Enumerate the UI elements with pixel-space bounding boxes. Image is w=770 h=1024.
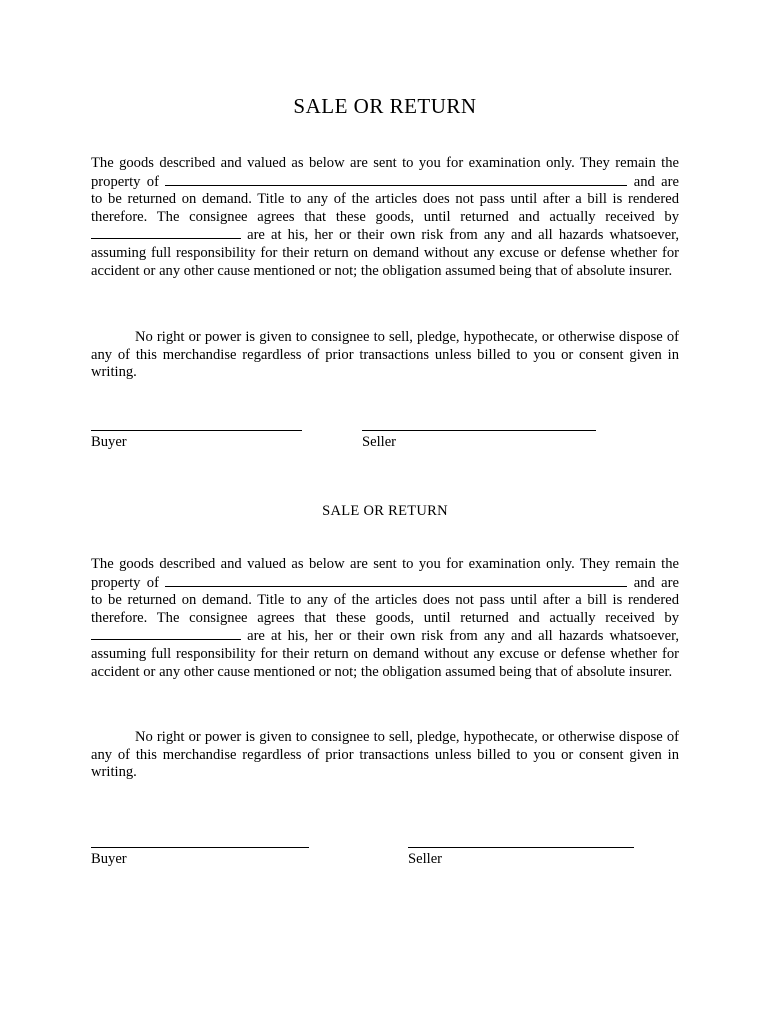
- owner-blank-2[interactable]: [165, 574, 627, 587]
- page-title: SALE OR RETURN: [293, 94, 477, 118]
- seller-label-2: Seller: [408, 851, 443, 867]
- disposal-paragraph-2: No right or power is given to consignee to sell, pledge, hypothecate, or otherwise dispose of any of this merchandise regardless of prior transactions unless billed to you or consent given in writing.: [91, 729, 679, 781]
- buyer-label: Buyer: [91, 434, 127, 450]
- buyer-signature-line-2[interactable]: [91, 847, 309, 848]
- owner-blank[interactable]: [165, 173, 627, 186]
- consignee-blank[interactable]: [91, 226, 241, 239]
- buyer-label-2: Buyer: [91, 851, 127, 867]
- terms-text-a-2: The goods described and valued as below are sent to you for examination only. They remain the property of: [91, 556, 679, 591]
- consignee-blank-2[interactable]: [91, 627, 241, 640]
- terms-text-b-2: and are to be returned on demand. Title to any of the articles does not pass until after a bill is rendered therefore. The consignee agrees that these goods, until returned and actually received by: [91, 574, 679, 626]
- seller-label: Seller: [362, 434, 397, 450]
- disposal-paragraph: No right or power is given to consignee to sell, pledge, hypothecate, or otherwise dispose of any of this merchandise regardless of prior transactions unless billed to you or consent given in writing.: [91, 329, 679, 381]
- seller-signature-line[interactable]: [362, 430, 596, 431]
- terms-text-b: and are to be returned on demand. Title to any of the articles does not pass until after a bill is rendered therefore. The consignee agrees that these goods, until returned and actually received by: [91, 173, 679, 225]
- section-title: SALE OR RETURN: [322, 503, 448, 519]
- terms-text-c-2: are at his, her or their own risk from any and all hazards whatsoever, assuming full responsibility for their return on demand without any excuse or defense whether for accident or any other cause mentioned or not; the obligation assumed being that of absolute insurer.: [91, 628, 679, 680]
- buyer-signature-line[interactable]: [91, 430, 302, 431]
- terms-paragraph-2: [91, 556, 679, 681]
- terms-text-c: are at his, her or their own risk from any and all hazards whatsoever, assuming full responsibility for their return on demand without any excuse or defense whether for accident or any other cause mentioned or not; the obligation assumed being that of absolute insurer.: [91, 227, 679, 279]
- terms-paragraph: [91, 155, 679, 280]
- seller-signature-line-2[interactable]: [408, 847, 634, 848]
- terms-text-a: The goods described and valued as below are sent to you for examination only. They remain the property of: [91, 155, 679, 190]
